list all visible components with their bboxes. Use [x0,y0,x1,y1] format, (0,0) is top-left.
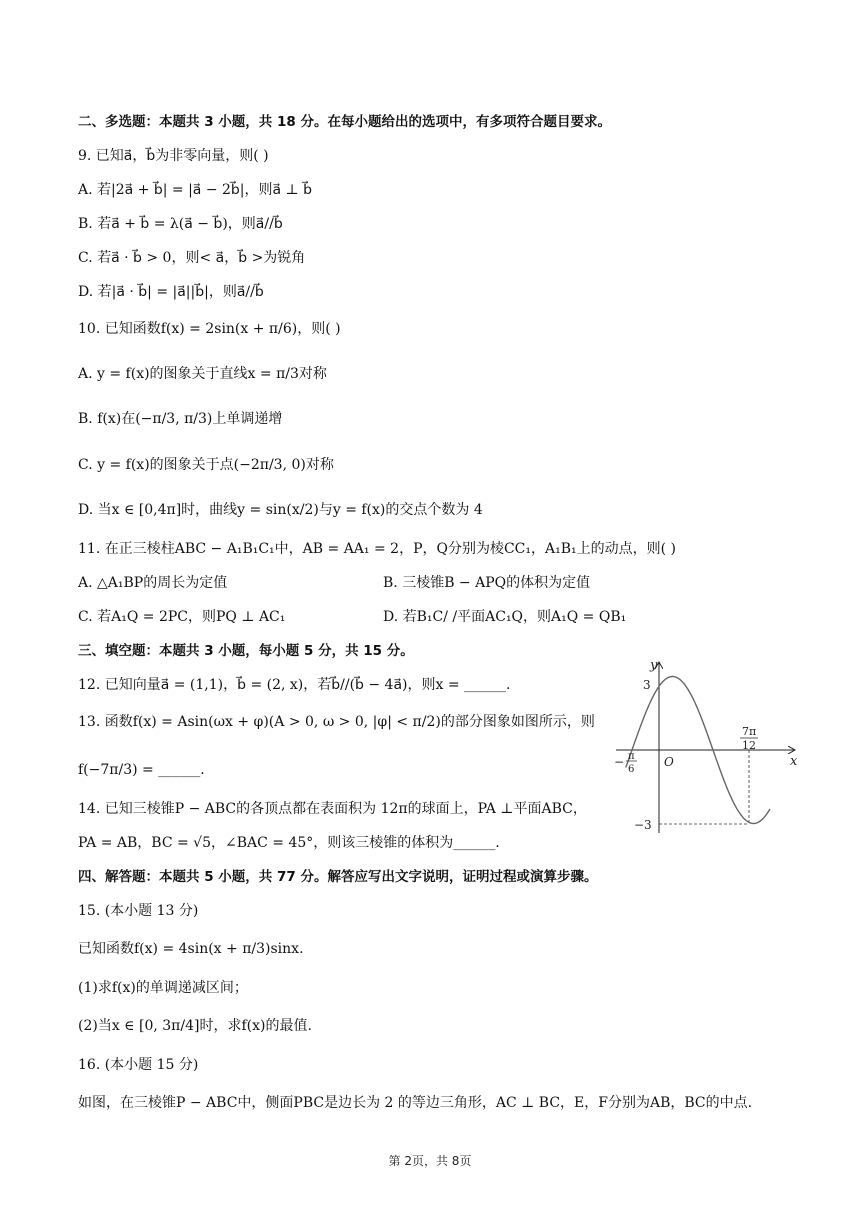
question-11-option-d: D. 若B₁C/ /平面AC₁Q，则A₁Q = QB₁ [383,609,627,625]
question-15-part-1: (1)求f(x)的单调递减区间； [78,980,248,996]
question-10-stem: 10. 已知函数f(x) = 2sin(x + π/6)，则( ) [78,321,341,337]
section-heading-fill-blank: 三、填空题：本题共 3 小题，每小题 5 分，共 15 分。 [78,643,414,659]
question-15-stem: 已知函数f(x) = 4sin(x + π/3)sinx. [78,941,304,957]
y-max-label: 3 [643,678,651,692]
question-11-option-c: C. 若A₁Q = 2PC，则PQ ⊥ AC₁ [78,609,286,625]
question-13-line1: 13. 函数f(x) = Asin(ωx + φ)(A > 0, ω > 0, |φ| < π/2)的部分图象如图所示，则 [78,714,595,730]
question-12: 12. 已知向量a⃗ = (1,1)，b⃗ = (2, x)，若b⃗//(b⃗ − 4a⃗)，则x = ______. [78,677,511,693]
question-10-option-d: D. 当x ∈ [0,4π]时，曲线y = sin(x/2)与y = f(x)的交点个数为 4 [78,502,483,518]
origin-label: O [664,755,674,769]
x-left-tick-sign: − [614,755,625,769]
question-9-stem: 9. 已知a⃗，b⃗为非零向量，则( ) [78,148,269,164]
question-16-title: 16. (本小题 15 分) [78,1057,199,1073]
question-9-option-a: A. 若|2a⃗ + b⃗| = |a⃗ − 2b⃗|，则a⃗ ⊥ b⃗ [78,182,313,198]
y-axis-label: y [650,658,658,673]
question-10-option-b: B. f(x)在(−π/3, π/3)上单调递增 [78,411,283,427]
page-footer: 第 2页，共 8页 [388,1154,472,1168]
sine-graph-figure [604,655,804,840]
question-10-option-a: A. y = f(x)的图象关于直线x = π/3对称 [78,366,327,382]
x-left-tick-numerator: π [628,751,635,762]
question-16-stem: 如图，在三棱锥P − ABC中，侧面PBC是边长为 2 的等边三角形，AC ⊥ BC，E，F分别为AB，BC的中点. [78,1095,753,1111]
question-15-part-2: (2)当x ∈ [0, 3π/4]时，求f(x)的最值. [78,1018,312,1034]
y-min-label: −3 [634,818,652,832]
question-11-stem: 11. 在正三棱柱ABC − A₁B₁C₁中，AB = AA₁ = 2，P，Q分别为棱CC₁，A₁B₁上的动点，则( ) [78,541,676,557]
question-9-option-c: C. 若a⃗ · b⃗ > 0，则< a⃗，b⃗ >为锐角 [78,250,306,266]
question-15-title: 15. (本小题 13 分) [78,903,199,919]
x-left-tick-denominator: 6 [628,764,635,775]
question-11-option-a: A. △A₁BP的周长为定值 [78,575,228,591]
question-9-option-d: D. 若|a⃗ · b⃗| = |a⃗||b⃗|，则a⃗//b⃗ [78,284,264,300]
question-11-option-b: B. 三棱锥B − APQ的体积为定值 [383,575,591,591]
question-9-option-b: B. 若a⃗ + b⃗ = λ(a⃗ − b⃗)，则a⃗//b⃗ [78,216,283,232]
x-right-tick-denominator: 12 [742,739,756,752]
x-axis-label: x [790,754,798,769]
section-heading-multiple-choice: 二、多选题：本题共 3 小题，共 18 分。在每小题给出的选项中，有多项符合题目要求。 [78,114,611,130]
question-13-line2: f(−7π/3) = ______. [78,762,205,778]
section-heading-solutions: 四、解答题：本题共 5 小题，共 77 分。解答应写出文字说明，证明过程或演算步骤。 [78,869,598,885]
question-14-line2: PA = AB，BC = √5，∠BAC = 45°，则该三棱锥的体积为______. [78,835,500,851]
question-10-option-c: C. y = f(x)的图象关于点(−2π/3, 0)对称 [78,457,334,473]
x-right-tick-numerator: 7π [742,725,757,738]
question-14-line1: 14. 已知三棱锥P − ABC的各顶点都在表面积为 12π的球面上，PA ⊥平面ABC， [78,801,587,817]
